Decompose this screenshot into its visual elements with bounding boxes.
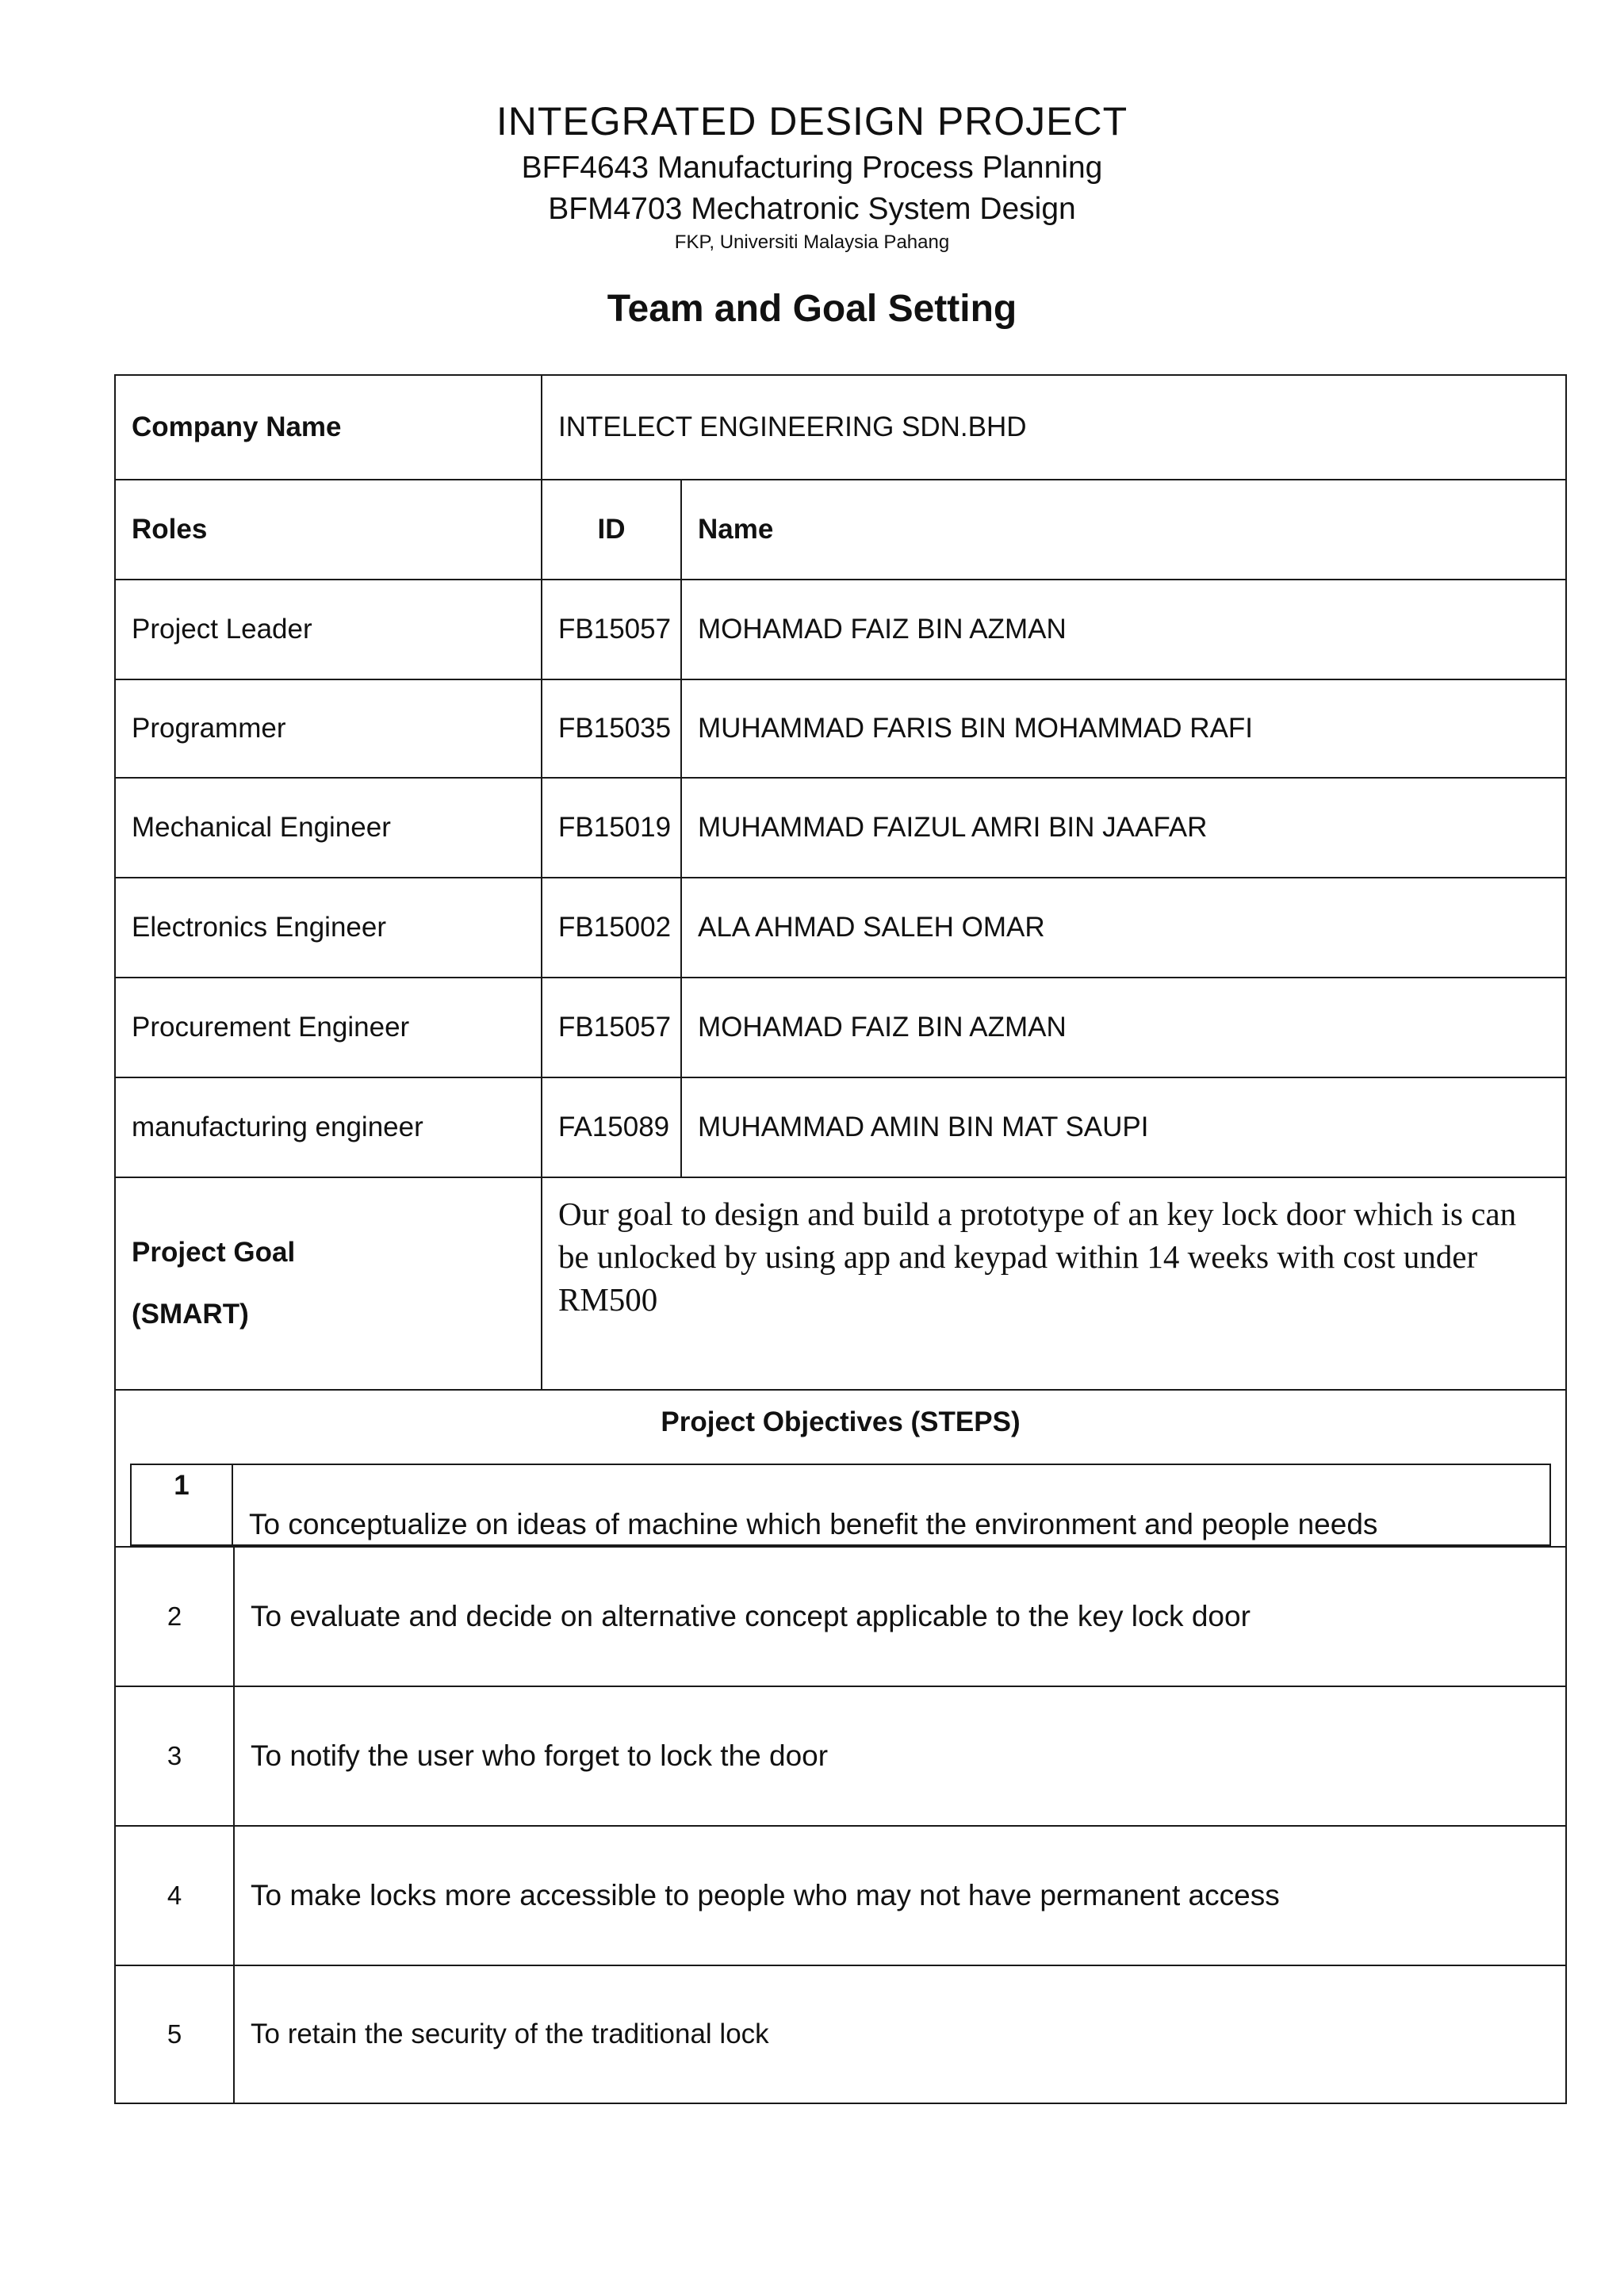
id-header: ID bbox=[541, 479, 682, 580]
team-role: Programmer bbox=[114, 679, 542, 779]
team-name: MUHAMMAD FARIS BIN MOHAMMAD RAFI bbox=[680, 679, 1567, 779]
name-header: Name bbox=[680, 479, 1567, 580]
objective-number: 3 bbox=[114, 1686, 235, 1827]
team-name: ALA AHMAD SALEH OMAR bbox=[680, 877, 1567, 978]
project-objectives-title: Project Objectives (STEPS) bbox=[661, 1406, 1021, 1437]
objective-text: To make locks more accessible to people who may not have permanent access bbox=[233, 1825, 1567, 1966]
team-name: MUHAMMAD AMIN BIN MAT SAUPI bbox=[680, 1077, 1567, 1178]
team-role: Project Leader bbox=[114, 579, 542, 680]
team-id: FA15089 bbox=[541, 1077, 682, 1178]
team-name: MUHAMMAD FAIZUL AMRI BIN JAAFAR bbox=[680, 777, 1567, 878]
objective-number: 2 bbox=[114, 1546, 235, 1687]
objective-text: To conceptualize on ideas of machine which benefit the environment and people needs bbox=[232, 1464, 1551, 1546]
course-line-2: BFM4703 Mechatronic System Design bbox=[548, 192, 1076, 226]
team-id: FB15035 bbox=[541, 679, 682, 779]
team-id: FB15057 bbox=[541, 977, 682, 1078]
objective-number: 4 bbox=[114, 1825, 235, 1966]
team-name: MOHAMAD FAIZ BIN AZMAN bbox=[680, 977, 1567, 1078]
objective-number: 1 bbox=[130, 1464, 233, 1546]
project-goal-label bbox=[114, 1177, 542, 1391]
team-role: Mechanical Engineer bbox=[114, 777, 542, 878]
objective-text: To evaluate and decide on alternative concept applicable to the key lock door bbox=[233, 1546, 1567, 1687]
institution-line: FKP, Universiti Malaysia Pahang bbox=[674, 232, 950, 253]
team-role: Procurement Engineer bbox=[114, 977, 542, 1078]
document-title: INTEGRATED DESIGN PROJECT bbox=[496, 99, 1128, 144]
company-name-label: Company Name bbox=[114, 374, 542, 480]
roles-header: Roles bbox=[114, 479, 542, 580]
team-id: FB15019 bbox=[541, 777, 682, 878]
company-name-value: INTELECT ENGINEERING SDN.BHD bbox=[541, 374, 1567, 480]
team-role: Electronics Engineer bbox=[114, 877, 542, 978]
page-subtitle: Team and Goal Setting bbox=[607, 288, 1017, 330]
objective-number: 5 bbox=[114, 1965, 235, 2104]
team-id: FB15002 bbox=[541, 877, 682, 978]
team-role: manufacturing engineer bbox=[114, 1077, 542, 1178]
project-goal-label-text: Project Goal bbox=[132, 1237, 296, 1268]
objective-text: To notify the user who forget to lock the door bbox=[233, 1686, 1567, 1827]
course-line-1: BFF4643 Manufacturing Process Planning bbox=[521, 151, 1103, 185]
project-goal-text: Our goal to design and build a prototype of an key lock door which is can be unlocked by using app and keypad within 14 weeks with cost under RM500 bbox=[541, 1177, 1567, 1391]
project-goal-smart-text: (SMART) bbox=[132, 1299, 249, 1330]
objective-text: To retain the security of the traditional lock bbox=[233, 1965, 1567, 2104]
team-name: MOHAMAD FAIZ BIN AZMAN bbox=[680, 579, 1567, 680]
team-id: FB15057 bbox=[541, 579, 682, 680]
